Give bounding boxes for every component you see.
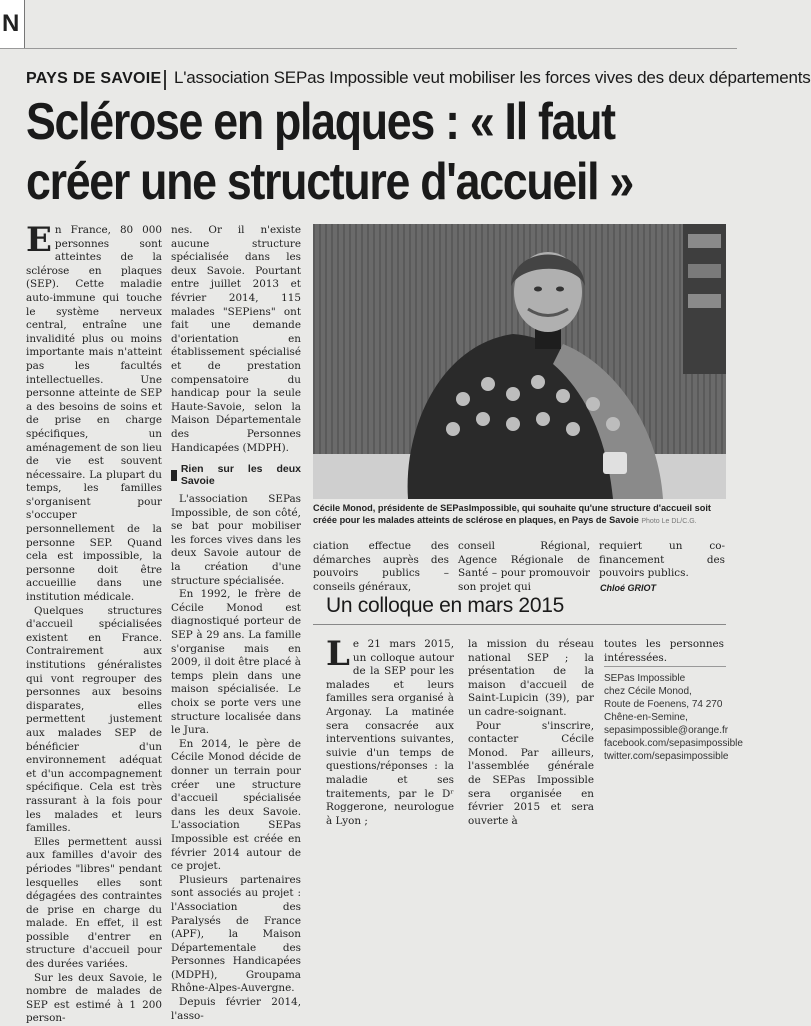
article-column-5: requiert un co-financement des pouvoirs publics. (599, 540, 725, 580)
contact-line: SEPas Impossible (604, 673, 686, 684)
sub-kicker: L'association SEPas Impossible veut mobiliser les forces vives des deux départements (174, 68, 811, 87)
article-paragraph: nes. Or il n'existe aucune structure spécialisée dans les deux Savoie. Pourtant entre juillet 2013 et février 2014, 115 malades "SEPiens" ont fait une demande d'orientation en établissement spécialisé et de prestation compensatoire du handicap pour la seule Haute-Savoie, selon la Maison Départementale des Personnes Handicapées (MDPH). (171, 224, 301, 454)
section-kicker: PAYS DE SAVOIE (26, 70, 162, 87)
contact-line: chez Cécile Monod, (604, 686, 692, 697)
kicker-separator (164, 70, 166, 90)
contact-twitter: twitter.com/sepasimpossible (604, 751, 729, 762)
contact-rule (604, 666, 726, 667)
article-paragraph: Quelques structures d'accueil spécialisées existent en France. Contrairement aux institutions généralistes qui vont regrouper des personnes aux besoins disparates, elles permettent justement aux malades SEP de bénéficier d'un environnement adéquat et d'un accompagnement spécifique. Cela est très rassurant à la fois pour les malades et leurs familles. (26, 604, 162, 835)
sidebar-title: Un colloque en mars 2015 (326, 594, 564, 617)
article-paragraph: En 1992, le frère de Cécile Monod est diagnostiqué porteur de SEP à 29 ans. La famille s'organise mais en 2009, il doit être placé à temps plein dans une maison spécialisée. Le choix se porte vers une structure localisée dans le Jura. (171, 588, 301, 737)
sidebar-column-2: la mission du réseau national SEP ; la présentation de la maison d'accueil de Saint-Lupicin (39), par un cadre-soignant. Pour s'inscrire, contacter Cécile Monod. Par ailleurs, l'assemblée générale de SEPas Impossible sera organisée en février 2015 et sera ouverte à (468, 638, 594, 827)
sidebar-rule (313, 624, 726, 625)
crosshead: Rien sur les deux Savoie (171, 463, 301, 487)
contact-email: sepasimpossible@orange.fr (604, 725, 729, 736)
sidebar-column-1: Le 21 mars 2015, un colloque autour de la SEP pour les malades et leurs familles sera organisé à Argonay. La matinée sera consacrée aux interventions suivantes, suivie d'un temps de questions/réponses : la maladie et ses traitements, par le Dʳ Roggerone, neurologue à Lyon ; (326, 634, 454, 827)
article-paragraph: Depuis février 2014, l'asso- (171, 996, 301, 1022)
article-paragraph: Plusieurs partenaires sont associés au projet : l'Association des Paralysés de France (APF), la Maison Départementale des Personnes Handicapées (MDPH), Groupama Rhône-Alpes-Auvergne. (171, 873, 301, 995)
article-column-3: ciation effectue des démarches auprès des pouvoirs publics – conseils généraux, (313, 540, 449, 593)
article-paragraph: Sur les deux Savoie, le nombre de malades de SEP est estimé à 1 200 person- (26, 971, 162, 1025)
photo-caption: Cécile Monod, présidente de SEPasImpossible, qui souhaite qu'une structure d'accueil soit créée pour les malades atteints de sclérose en plaques, en Pays de Savoie Photo Le DL/C.G. (313, 503, 711, 525)
article-paragraph: En France, 80 000 personnes sont atteintes de la sclérose en plaques (SEP). Cette maladie auto-immune qui touche le système nerveux central, entraîne une invalidité plus ou moins importante mais n'atteint pas les facultés intellectuelles. Une personne atteinte de SEP a des besoins de soins et de prise en charge spécifiques, un aménagement de son lieu de vie est souvent nécessaire. La plupart du temps, les familles s'organisent pour s'occuper personnellement de la personne SEP. Quand cela est impossible, la personne doit être accueillie dans une institution médicale. (26, 220, 162, 604)
drop-cap: L (326, 634, 350, 674)
article-paragraph: L'association SEPas Impossible, de son côté, se bat pour mobiliser les forces vives dans les deux Savoie autour de la création d'une structure spécialisée. (171, 493, 301, 587)
portrait-illustration (313, 224, 726, 499)
headline (26, 92, 637, 212)
sidebar-column-3: toutes les personnes intéressées. (604, 638, 724, 664)
top-rule (0, 48, 737, 49)
article-paragraph: Elles permettent aussi aux familles d'avoir des périodes "libres" pendant lesquelles elles sont dégagées des contraintes de prise en charge du malade. En effet, il est possible d'entrer en structure d'accueil pour des durées variées. (26, 835, 162, 971)
contact-line: Route de Foenens, 74 270 (604, 699, 723, 710)
byline: Chloé GRIOT (600, 583, 656, 593)
headline-line-1: Sclérose en plaques : « Il faut (26, 93, 615, 151)
article-column-2 (171, 224, 301, 1022)
headline-line-2: créer une structure d'accueil » (26, 153, 633, 211)
page-section-marker: N (0, 0, 25, 49)
contact-line: Chêne-en-Semine, (604, 712, 688, 723)
article-paragraph: En 2014, le père de Cécile Monod décide de donner un terrain pour créer une structure d'accueil spécialisée dans les deux Savoie. L'association SEPas Impossible est créée en février 2014 autour de ce projet. (171, 737, 301, 873)
contact-facebook: facebook.com/sepasimpossible (604, 738, 743, 749)
drop-cap: E (26, 220, 52, 260)
crosshead-marker (171, 470, 177, 481)
contact-block (604, 672, 743, 763)
portrait-photo (313, 224, 726, 499)
article-column-1 (26, 220, 162, 1025)
photo-credit: Photo Le DL/C.G. (641, 518, 697, 525)
article-column-4: conseil Régional, Agence Régionale de Santé – pour promouvoir son projet qui (458, 540, 590, 593)
